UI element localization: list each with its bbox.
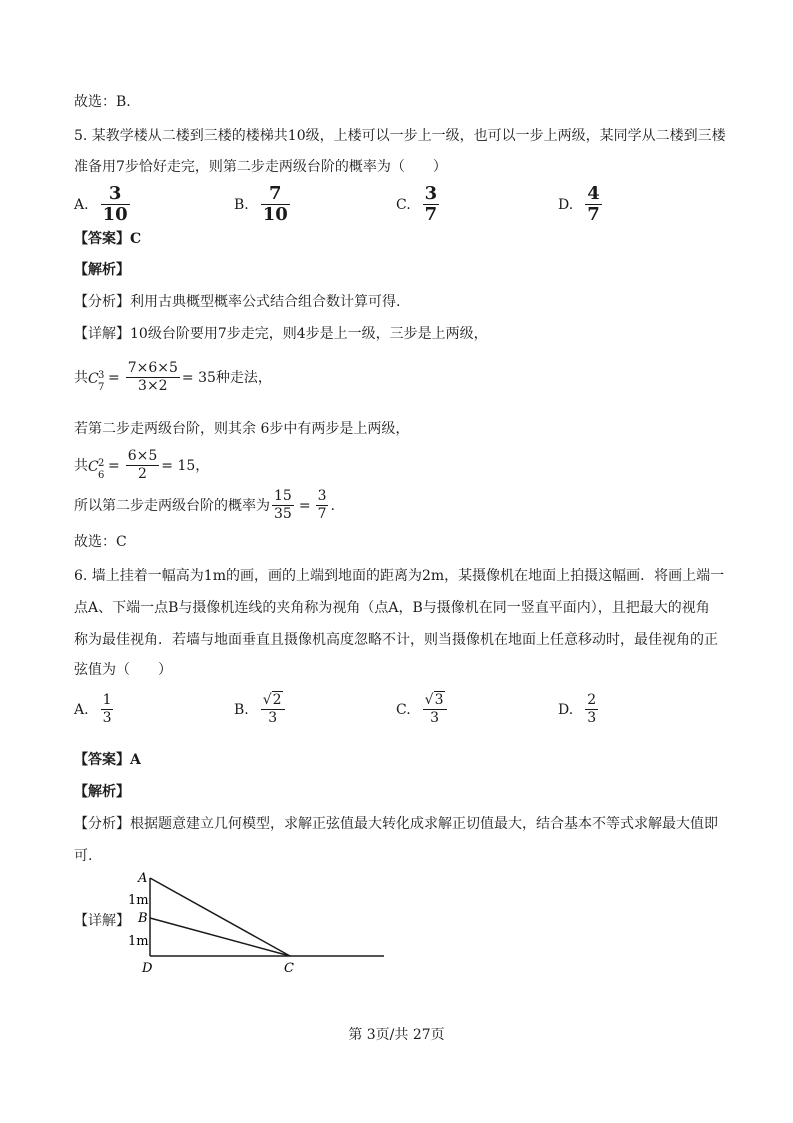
text: 共 bbox=[74, 369, 88, 386]
segment-ab-label: 1m bbox=[128, 893, 149, 908]
comb-letter: C bbox=[88, 370, 99, 387]
option-fraction bbox=[101, 692, 114, 727]
calc-line-4: 所以第二步走两级台阶的概率为 $\frac{15}{35}$ = $\frac{3}{7}$ . bbox=[74, 488, 335, 522]
option-label: C. bbox=[396, 196, 411, 213]
numerator: 3 bbox=[101, 184, 130, 205]
sqrt-symbol: √2 bbox=[262, 692, 282, 708]
option-label: A. bbox=[74, 196, 89, 213]
question-6-text-cont: 点A、下端一点B与摄像机连线的夹角称为视角（点A，B与摄像机在同一竖直平面内），且把最大的视角 bbox=[74, 600, 710, 616]
analysis-summary: 【分析】利用古典概型概率公式结合组合数计算可得. bbox=[74, 294, 401, 310]
q5-option-c bbox=[396, 184, 441, 225]
page-footer: 第 3页/共 27页 bbox=[348, 1027, 445, 1043]
option-fraction bbox=[101, 184, 130, 225]
q5-option-d bbox=[558, 184, 604, 225]
calc-fraction bbox=[272, 488, 294, 523]
option-label: D. bbox=[558, 701, 574, 718]
denominator: 3 bbox=[430, 710, 440, 726]
q6-option-b bbox=[234, 692, 287, 727]
numerator: 4 bbox=[587, 183, 600, 204]
comb-sub: 7 bbox=[98, 381, 105, 393]
calc-result: = 15 bbox=[161, 457, 196, 474]
denominator: 2 bbox=[138, 466, 147, 482]
q5-option-b bbox=[234, 184, 292, 225]
radicand: 3 bbox=[434, 692, 444, 708]
denominator: 7 bbox=[317, 506, 327, 522]
text: ， bbox=[195, 457, 210, 474]
option-label: B. bbox=[234, 701, 249, 718]
radicand: 2 bbox=[272, 692, 282, 708]
numerator: 6×5 bbox=[127, 448, 158, 464]
option-fraction bbox=[585, 184, 602, 225]
numerator: 3 bbox=[424, 183, 438, 204]
question-6-text-cont: 弦值为（ ） bbox=[74, 662, 172, 678]
question-6-text: 6. 墙上挂着一幅高为1m的画，画的上端到地面的距离为2m，某摄像机在地面上拍摄这幅画．将画上端一 bbox=[74, 568, 725, 584]
numerator bbox=[261, 692, 285, 710]
detail-line: 【详解】10级台阶要用7步走完，则4步是上一级，三步是上两级， bbox=[74, 326, 488, 342]
answer-label: 【答案】A bbox=[74, 752, 141, 768]
q6-option-c bbox=[396, 692, 449, 727]
point-a-label: A bbox=[138, 871, 148, 886]
denominator: 3 bbox=[587, 710, 597, 726]
geometry-figure bbox=[120, 868, 390, 978]
denominator: 3×2 bbox=[138, 378, 168, 394]
comb-sup: 3 bbox=[98, 369, 105, 381]
denominator: 10 bbox=[102, 204, 128, 225]
answer-label: 【答案】C bbox=[74, 231, 142, 247]
calc-fraction bbox=[126, 360, 180, 395]
combination-symbol bbox=[88, 368, 105, 393]
numerator: 2 bbox=[587, 692, 597, 708]
option-fraction bbox=[423, 692, 447, 727]
text-line: 故选：C bbox=[74, 534, 127, 550]
question-6-text-cont: 称为最佳视角．若墙与地面垂直且摄像机高度忽略不计，则当摄像机在地面上任意移动时，最佳视角的正 bbox=[74, 632, 718, 648]
line-ac bbox=[150, 878, 290, 956]
denominator: 10 bbox=[262, 204, 288, 225]
text: 所以第二步走两级台阶的概率为 bbox=[74, 497, 270, 514]
text: . bbox=[330, 497, 335, 514]
numerator: 1 bbox=[102, 692, 112, 708]
calc-line-3: 共 C 2 6 = $\frac{6\times 5}{2}$ = 15 ， bbox=[74, 448, 209, 483]
q6-option-a bbox=[74, 692, 115, 727]
text: 种走法， bbox=[215, 369, 272, 386]
option-fraction bbox=[261, 692, 285, 727]
detail-label: 【详解】 bbox=[74, 913, 130, 929]
numerator: 15 bbox=[274, 488, 292, 504]
option-label: D. bbox=[558, 196, 574, 213]
point-c-label: C bbox=[284, 961, 294, 976]
text-line: 故选：B. bbox=[74, 94, 131, 110]
point-d-label: D bbox=[142, 961, 153, 976]
question-5-text: 5. 某教学楼从二楼到三楼的楼梯共10级，上楼可以一步上一级，也可以一步上两级，某同学从二楼到三楼 bbox=[74, 128, 726, 144]
denominator: 7 bbox=[424, 204, 438, 225]
analysis-label: 【解析】 bbox=[74, 784, 130, 800]
calc-result: = 35 bbox=[181, 369, 216, 386]
calc-fraction bbox=[316, 488, 329, 523]
option-label: C. bbox=[396, 701, 411, 718]
text: 共 bbox=[74, 457, 88, 474]
numerator: 7×6×5 bbox=[127, 360, 178, 376]
calc-line-2: 若第二步走两级台阶，则其余 6步中有两步是上两级， bbox=[74, 421, 410, 437]
denominator: 3 bbox=[102, 710, 112, 726]
denominator: 3 bbox=[268, 710, 278, 726]
option-fraction bbox=[423, 184, 440, 225]
option-label: A. bbox=[74, 701, 89, 718]
numerator: 3 bbox=[317, 488, 327, 504]
denominator: 7 bbox=[587, 204, 600, 225]
q6-option-d bbox=[558, 692, 600, 727]
option-label: B. bbox=[234, 196, 249, 213]
analysis-summary: 【分析】根据题意建立几何模型，求解正弦值最大转化成求解正切值最大，结合基本不等式求解最大值即 bbox=[74, 816, 718, 832]
option-fraction bbox=[261, 184, 290, 225]
numerator bbox=[423, 692, 447, 710]
comb-letter: C bbox=[88, 458, 99, 475]
point-b-label: B bbox=[138, 911, 148, 926]
option-fraction bbox=[585, 692, 598, 727]
comb-sub: 6 bbox=[98, 469, 105, 481]
numerator: 7 bbox=[261, 184, 290, 205]
comb-sup: 2 bbox=[98, 457, 105, 469]
calc-line-1: 共 C 3 7 = $\frac{7\times 6\times 5}{3\times 2}$ = 35 种走法， bbox=[74, 360, 272, 395]
calc-fraction bbox=[126, 448, 160, 483]
analysis-label: 【解析】 bbox=[74, 262, 130, 278]
q5-option-a bbox=[74, 184, 132, 225]
question-5-text-cont: 准备用7步恰好走完，则第二步走两级台阶的概率为（ ） bbox=[74, 159, 447, 175]
line-bc bbox=[150, 918, 290, 956]
sqrt-symbol: √3 bbox=[424, 692, 444, 708]
combination-symbol bbox=[88, 456, 105, 481]
analysis-summary-cont: 可. bbox=[74, 848, 93, 864]
segment-bd-label: 1m bbox=[128, 934, 149, 949]
denominator: 35 bbox=[274, 506, 292, 522]
